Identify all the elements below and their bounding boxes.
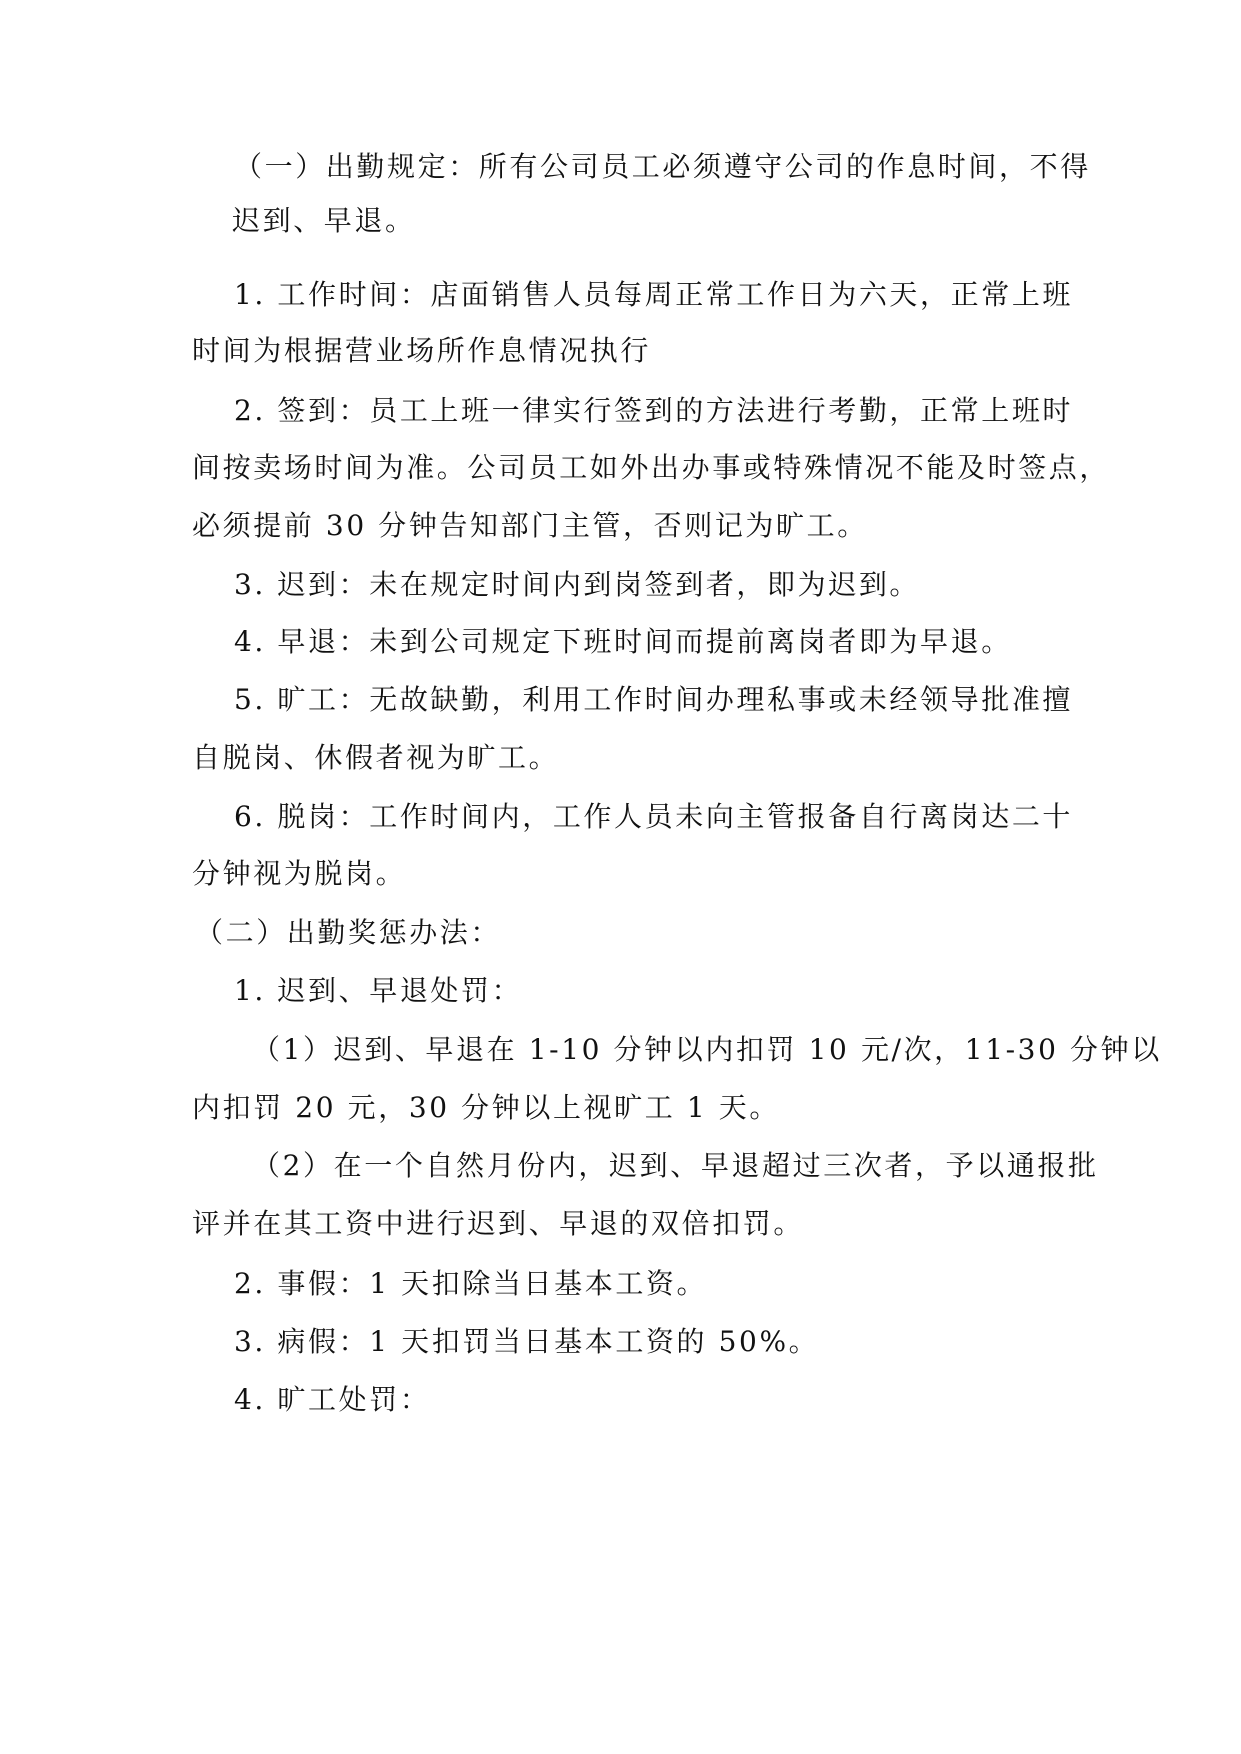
- list-item-work-hours: 1. 工作时间：店面销售人员每周正常工作日为六天，正常上班: [234, 278, 1074, 311]
- section-heading-attendance-rules: （一）出勤规定：所有公司员工必须遵守公司的作息时间，不得: [234, 150, 1091, 183]
- list-item-late: 3. 迟到：未在规定时间内到岗签到者，即为迟到。: [234, 568, 921, 601]
- section-heading-rewards-penalties: （二）出勤奖惩办法：: [195, 916, 502, 949]
- paragraph-line: 迟到、早退。: [232, 204, 416, 237]
- list-item-absenteeism-penalty: 4. 旷工处罚：: [234, 1383, 431, 1416]
- list-item-absenteeism: 5. 旷工：无故缺勤，利用工作时间办理私事或未经领导批准擅: [234, 683, 1074, 716]
- list-item-sign-in: 2. 签到：员工上班一律实行签到的方法进行考勤，正常上班时: [234, 394, 1074, 427]
- sub-item-1: （1）迟到、早退在 1-10 分钟以内扣罚 10 元/次，11-30 分钟以: [252, 1033, 1162, 1066]
- list-item-sick-leave: 3. 病假：1 天扣罚当日基本工资的 50%。: [234, 1325, 820, 1358]
- paragraph-line: 分钟视为脱岗。: [192, 857, 407, 890]
- list-item-early-leave: 4. 早退：未到公司规定下班时间而提前离岗者即为早退。: [234, 625, 1012, 658]
- paragraph-line: 内扣罚 20 元，30 分钟以上视旷工 1 天。: [192, 1091, 780, 1124]
- paragraph-line: 时间为根据营业场所作息情况执行: [192, 334, 652, 367]
- paragraph-line: 间按卖场时间为准。公司员工如外出办事或特殊情况不能及时签点，: [192, 451, 1111, 484]
- list-item-late-early-penalty: 1. 迟到、早退处罚：: [234, 974, 523, 1007]
- paragraph-line: 自脱岗、休假者视为旷工。: [192, 741, 560, 774]
- list-item-personal-leave: 2. 事假：1 天扣除当日基本工资。: [234, 1267, 708, 1300]
- list-item-leave-post: 6. 脱岗：工作时间内，工作人员未向主管报备自行离岗达二十: [234, 800, 1074, 833]
- sub-item-2: （2）在一个自然月份内，迟到、早退超过三次者，予以通报批: [252, 1149, 1099, 1182]
- paragraph-line: 评并在其工资中进行迟到、早退的双倍扣罚。: [192, 1207, 805, 1240]
- paragraph-line: 必须提前 30 分钟告知部门主管，否则记为旷工。: [192, 509, 868, 542]
